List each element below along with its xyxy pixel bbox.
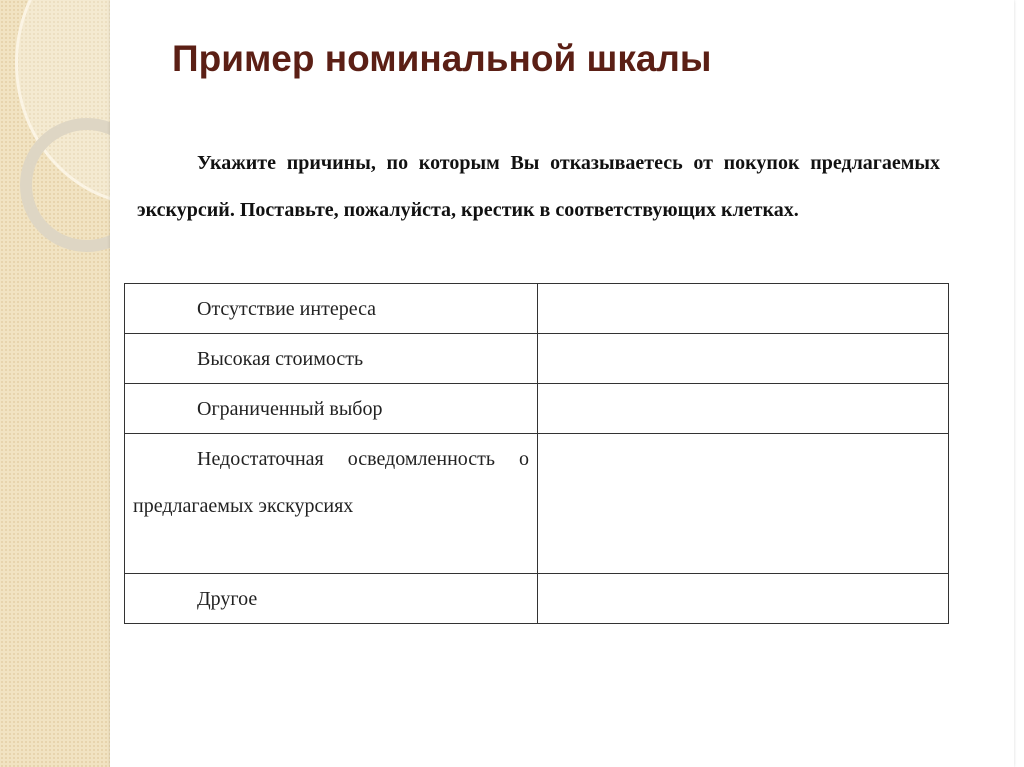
- survey-instructions: Укажите причины, по которым Вы отказываетесь от покупок предлагаемых экскурсий. Поставьте, пожалуйста, крестик в соответствующих клетках.: [137, 152, 940, 221]
- checkbox-cell[interactable]: [538, 434, 949, 574]
- checkbox-cell[interactable]: [538, 284, 949, 334]
- table-row: [125, 284, 949, 334]
- slide-title: Пример номинальной шкалы: [172, 38, 712, 79]
- table-row: [125, 574, 949, 624]
- option-label: Недостаточная осведомленность о предлагаемых экскурсиях: [133, 448, 529, 517]
- table-row: [125, 334, 949, 384]
- option-label: Высокая стоимость: [197, 348, 364, 370]
- table-row: [125, 384, 949, 434]
- checkbox-cell[interactable]: [538, 384, 949, 434]
- checkbox-cell[interactable]: [538, 574, 949, 624]
- checkbox-cell[interactable]: [538, 334, 949, 384]
- option-label: Отсутствие интереса: [197, 298, 377, 320]
- option-label: Другое: [197, 588, 258, 610]
- table-row: [125, 434, 949, 574]
- decorative-sidebar: [0, 0, 110, 767]
- survey-table: [124, 283, 949, 624]
- option-label: Ограниченный выбор: [197, 398, 383, 420]
- decorative-ring-icon: [20, 118, 110, 252]
